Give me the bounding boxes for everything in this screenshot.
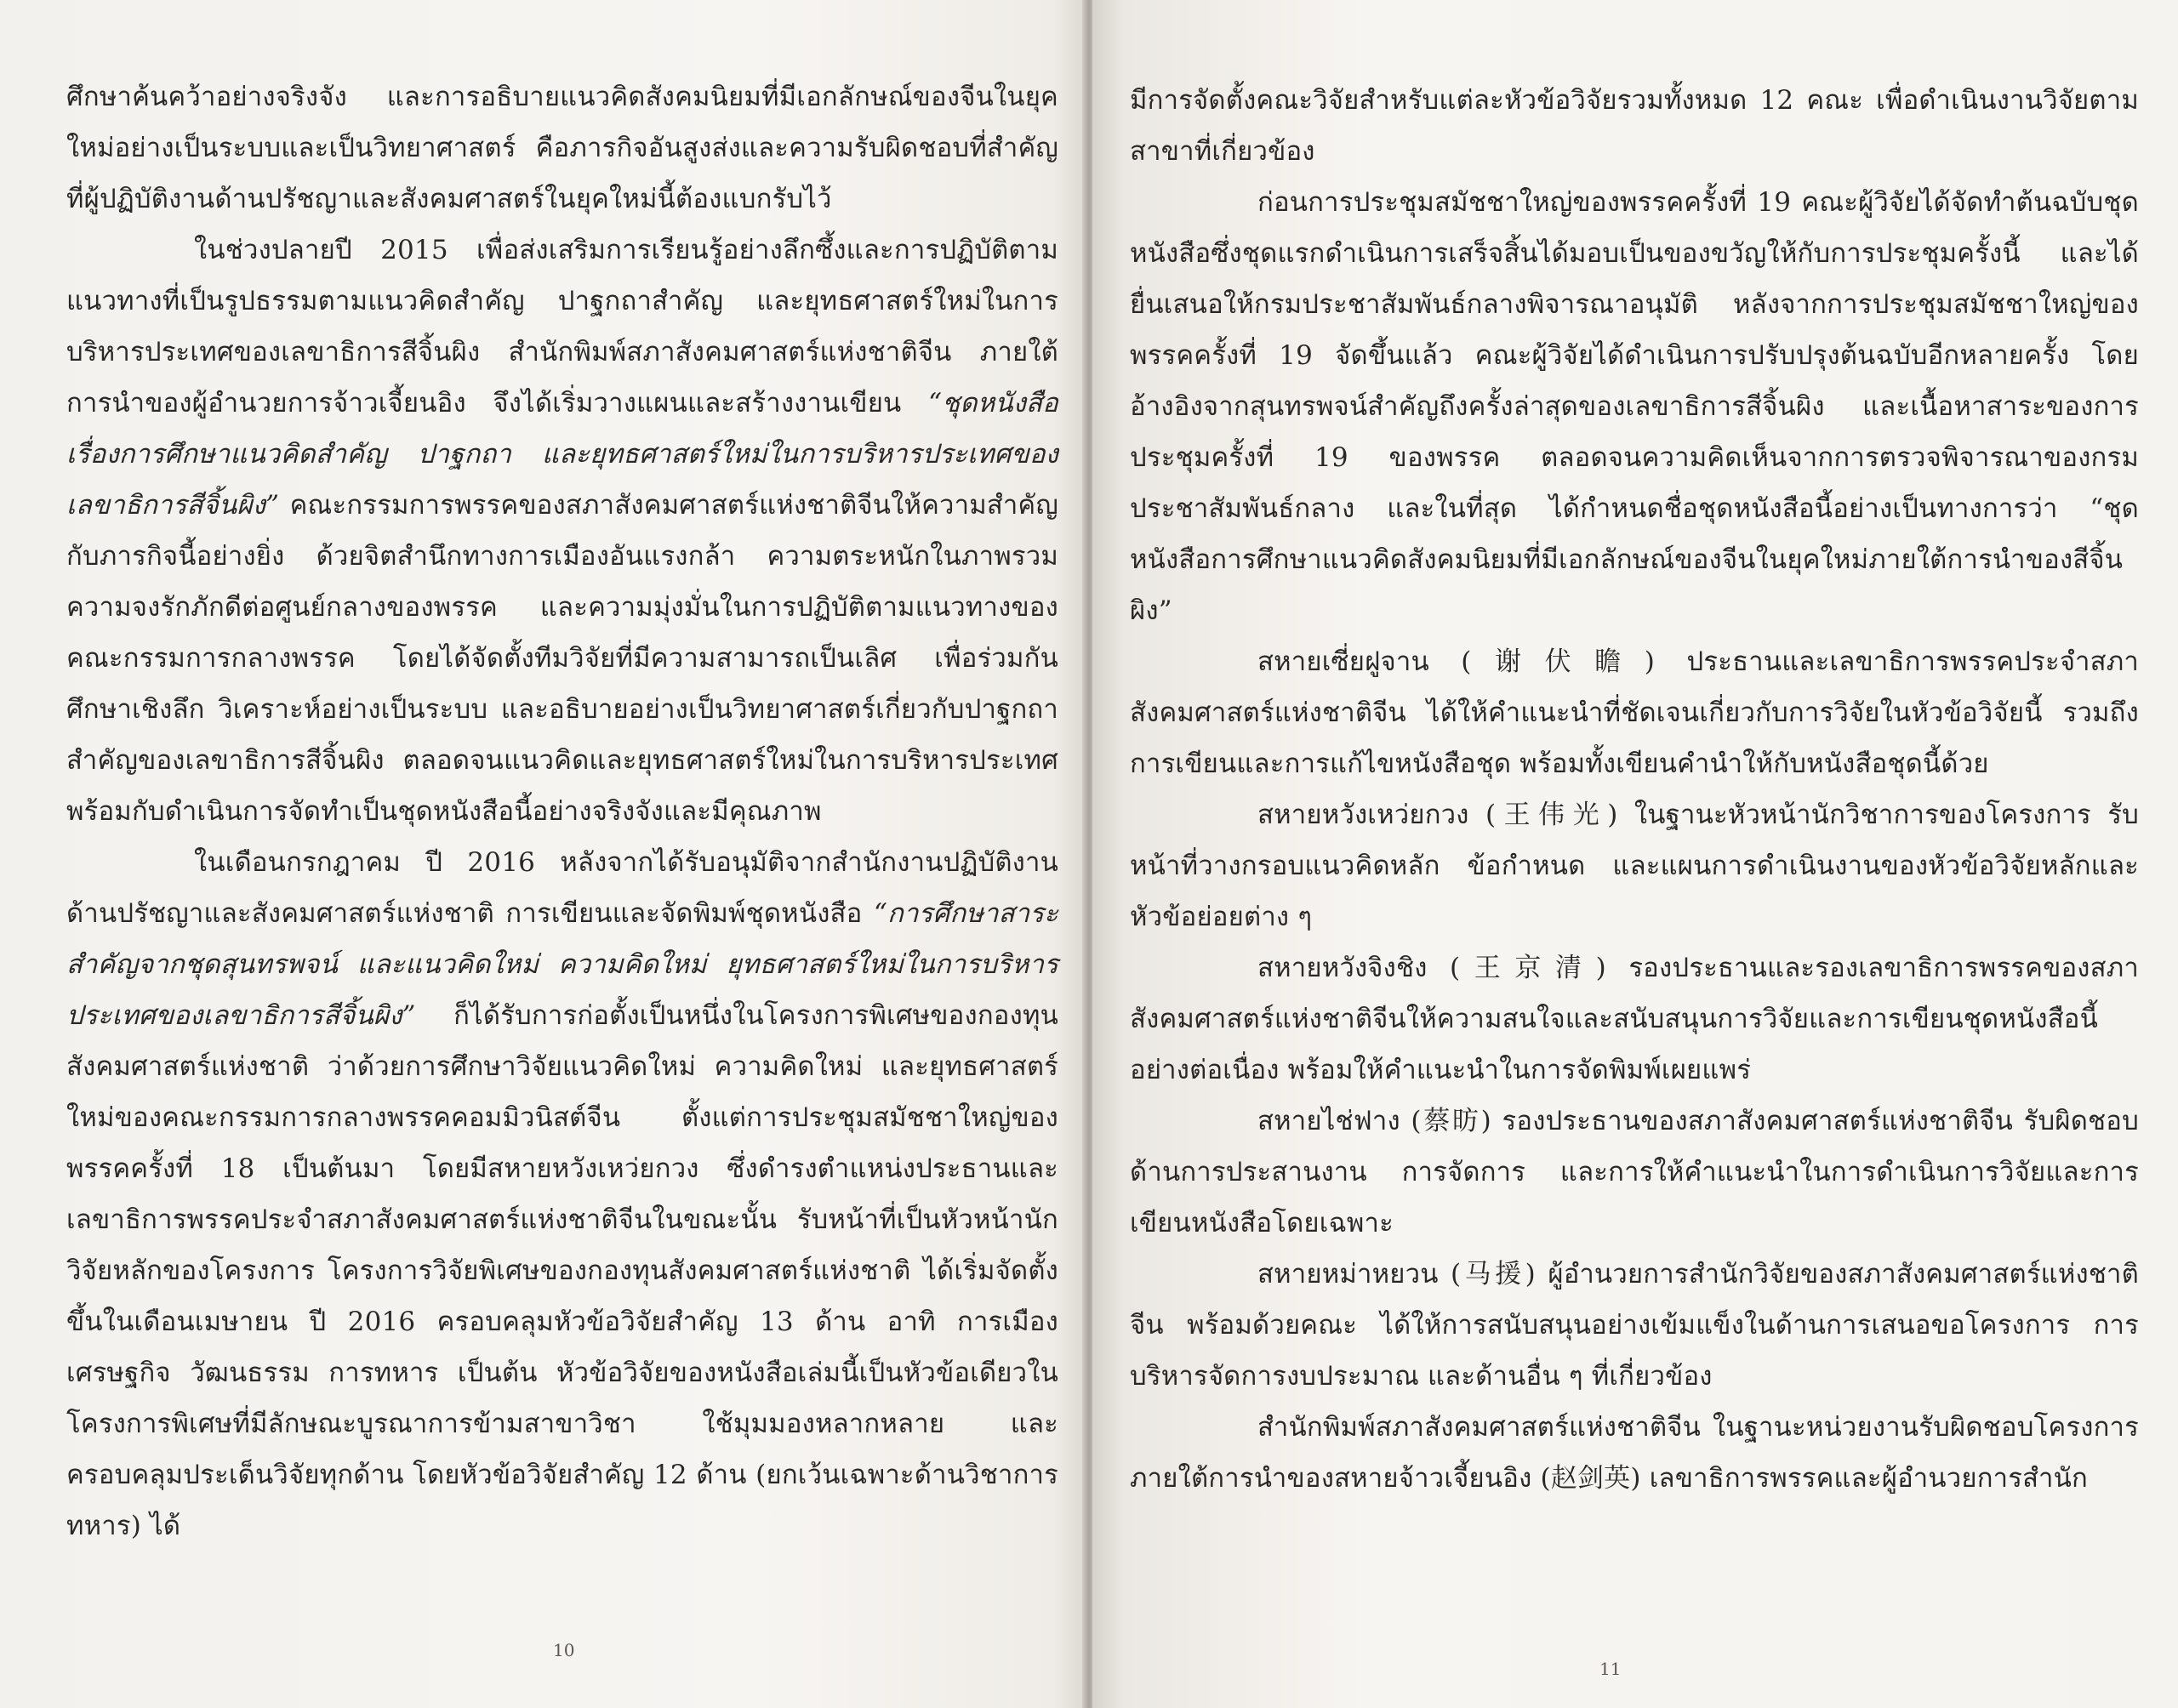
right-page <box>1092 0 2178 1708</box>
paragraph-text: ในเดือนกรกฎาคม ปี 2016 หลังจากได้รับอนุมัติจากสำนักงานปฏิบัติงานด้านปรัชญาและสังคมศาสตร์แห่งชาติ การเขียนและจัดพิมพ์ชุดหนังสือ <box>66 847 1058 929</box>
right-page-body <box>1130 75 2139 1504</box>
paragraph-text: ศึกษาค้นคว้าอย่างจริงจัง และการอธิบายแนวคิดสังคมนิยมที่มีเอกลักษณ์ของจีนในยุคใหม่อย่างเป็นระบบและเป็นวิทยาศาสตร์ คือภารกิจอันสูงส่งและความรับผิดชอบที่สำคัญที่ผู้ปฏิบัติงานด้านปรัชญาและสังคมศาสตร์ในยุคใหม่นี้ต้องแบกรับไว้ <box>66 82 1058 214</box>
left-page-number: 10 <box>553 1640 575 1660</box>
paragraph <box>66 71 1058 225</box>
paragraph-text: สหายเซี่ยฝูจาน (谢伏瞻) ประธานและเลขาธิการพรรคประจำสภาสังคมศาสตร์แห่งชาติจีน ได้ให้คำแนะนำที่ชัดเจนเกี่ยวกับการวิจัยในหัวข้อวิจัยนี้ รวมถึงการเขียนและการแก้ไขหนังสือชุด พร้อมทั้งเขียนคำนำให้กับหนังสือชุดนี้ด้วย <box>1130 646 2139 779</box>
left-page <box>0 0 1086 1708</box>
paragraph-text: สำนักพิมพ์สภาสังคมศาสตร์แห่งชาติจีน ในฐานะหน่วยงานรับผิดชอบโครงการภายใต้การนำของสหายจ้าวเจี้ยนอิง (赵剑英) เลขาธิการพรรคและผู้อำนวยการสำนัก <box>1130 1412 2139 1494</box>
italic-book-title: “ชุดหนังสือเรื่องการศึกษาแนวคิดสำคัญ ปาฐกถา และยุทธศาสตร์ใหม่ในการบริหารประเทศของเลขาธิการสีจิ้นผิง” <box>66 388 1058 521</box>
paragraph-text: มีการจัดตั้งคณะวิจัยสำหรับแต่ละหัวข้อวิจัยรวมทั้งหมด 12 คณะ เพื่อดำเนินงานวิจัยตามสาขาที่เกี่ยวข้อง <box>1130 85 2139 167</box>
paragraph-text: ก่อนการประชุมสมัชชาใหญ่ของพรรคครั้งที่ 19 คณะผู้วิจัยได้จัดทำต้นฉบับชุดหนังสือซึ่งชุดแรกดำเนินการเสร็จสิ้นได้มอบเป็นของขวัญให้กับการประชุมครั้งนี้ และได้ยื่นเสนอให้กรมประชาสัมพันธ์กลางพิจารณาอนุมัติ หลังจากการประชุมสมัชชาใหญ่ของพรรคครั้งที่ 19 จัดขึ้นแล้ว คณะผู้วิจัยได้ดำเนินการปรับปรุงต้นฉบับอีกหลายครั้ง โดยอ้างอิงจากสุนทรพจน์สำคัญถึงครั้งล่าสุดของเลขาธิการสีจิ้นผิง และเนื้อหาสาระของการประชุมครั้งที่ 19 ของพรรค ตลอดจนความคิดเห็นจากการตรวจพิจารณาของกรมประชาสัมพันธ์กลาง และในที่สุด ได้กำหนดชื่อชุดหนังสือนี้อย่างเป็นทางการว่า “ชุดหนังสือการศึกษาแนวคิดสังคมนิยมที่มีเอกลักษณ์ของจีนในยุคใหม่ภายใต้การนำของสีจิ้นผิง” <box>1130 187 2139 626</box>
paragraph <box>1130 636 2139 789</box>
paragraph-text: สหายหม่าหยวน (马援) ผู้อำนวยการสำนักวิจัยของสภาสังคมศาสตร์แห่งชาติจีน พร้อมด้วยคณะ ได้ให้การสนับสนุนอย่างเข้มแข็งในด้านการเสนอขอโครงการ การบริหารจัดการงบประมาณ และด้านอื่น ๆ ที่เกี่ยวข้อง <box>1130 1259 2139 1392</box>
paragraph <box>1130 942 2139 1096</box>
paragraph-text: คณะกรรมการพรรคของสภาสังคมศาสตร์แห่งชาติจีนให้ความสำคัญกับภารกิจนี้อย่างยิ่ง ด้วยจิตสำนึกทางการเมืองอันแรงกล้า ความตระหนักในภาพรวม ความจงรักภักดีต่อศูนย์กลางของพรรค และความมุ่งมั่นในการปฏิบัติตามแนวทางของคณะกรรมการกลางพรรค โดยได้จัดตั้งทีมวิจัยที่มีความสามารถเป็นเลิศ เพื่อร่วมกันศึกษาเชิงลึก วิเคราะห์อย่างเป็นระบบ และอธิบายอย่างเป็นวิทยาศาสตร์เกี่ยวกับปาฐกถาสำคัญของเลขาธิการสีจิ้นผิง ตลอดจนแนวคิดและยุทธศาสตร์ใหม่ในการบริหารประเทศ พร้อมกับดำเนินการจัดทำเป็นชุดหนังสือนี้อย่างจริงจังและมีคุณภาพ <box>66 490 1058 827</box>
paragraph <box>1130 1249 2139 1402</box>
paragraph <box>66 837 1058 1551</box>
paragraph <box>1130 1402 2139 1504</box>
right-page-number: 11 <box>1599 1659 1622 1679</box>
paragraph-text: ในช่วงปลายปี 2015 เพื่อส่งเสริมการเรียนรู้อย่างลึกซึ้งและการปฏิบัติตามแนวทางที่เป็นรูปธรรมตามแนวคิดสำคัญ ปาฐกถาสำคัญ และยุทธศาสตร์ใหม่ในการบริหารประเทศของเลขาธิการสีจิ้นผิง สำนักพิมพ์สภาสังคมศาสตร์แห่งชาติจีน ภายใต้การนำของผู้อำนวยการจ้าวเจี้ยนอิง จึงได้เริ่มวางแผนและสร้างงานเขียน <box>66 235 1058 418</box>
paragraph <box>1130 177 2139 636</box>
paragraph-text: สหายหวังเหว่ยกวง (王伟光) ในฐานะหัวหน้านักวิชาการของโครงการ รับหน้าที่วางกรอบแนวคิดหลัก ข้อกำหนด และแผนการดำเนินงานของหัวข้อวิจัยหลักและหัวข้อย่อยต่าง ๆ <box>1130 800 2139 932</box>
paragraph <box>1130 75 2139 177</box>
italic-book-title: “การศึกษาสาระสำคัญจากชุดสุนทรพจน์ และแนวคิดใหม่ ความคิดใหม่ ยุทธศาสตร์ใหม่ในการบริหารประเทศของเลขาธิการสีจิ้นผิง” <box>66 898 1058 1031</box>
left-page-body <box>66 71 1058 1551</box>
paragraph <box>1130 1096 2139 1249</box>
paragraph <box>66 225 1058 837</box>
paragraph-text: สหายไช่ฟาง (蔡昉) รองประธานของสภาสังคมศาสตร์แห่งชาติจีน รับผิดชอบด้านการประสานงาน การจัดการ และการให้คำแนะนำในการดำเนินการวิจัยและการเขียนหนังสือโดยเฉพาะ <box>1130 1106 2139 1238</box>
paragraph-text: ก็ได้รับการก่อตั้งเป็นหนึ่งในโครงการพิเศษของกองทุนสังคมศาสตร์แห่งชาติ ว่าด้วยการศึกษาวิจัยแนวคิดใหม่ ความคิดใหม่ และยุทธศาสตร์ใหม่ของคณะกรรมการกลางพรรคคอมมิวนิสต์จีน ตั้งแต่การประชุมสมัชชาใหญ่ของพรรคครั้งที่ 18 เป็นต้นมา โดยมีสหายหวังเหว่ยกวง ซึ่งดำรงตำแหน่งประธานและเลขาธิการพรรคประจำสภาสังคมศาสตร์แห่งชาติจีนในขณะนั้น รับหน้าที่เป็นหัวหน้านักวิจัยหลักของโครงการ โครงการวิจัยพิเศษของกองทุนสังคมศาสตร์แห่งชาติ ได้เริ่มจัดตั้งขึ้นในเดือนเมษายน ปี 2016 ครอบคลุมหัวข้อวิจัยสำคัญ 13 ด้าน อาทิ การเมือง เศรษฐกิจ วัฒนธรรม การทหาร เป็นต้น หัวข้อวิจัยของหนังสือเล่มนี้เป็นหัวข้อเดียวในโครงการพิเศษที่มีลักษณะบูรณาการข้ามสาขาวิชา ใช้มุมมองหลากหลาย และครอบคลุมประเด็นวิจัยทุกด้าน โดยหัวข้อวิจัยสำคัญ 12 ด้าน (ยกเว้นเฉพาะด้านวิชาการทหาร) ได้ <box>66 1000 1058 1541</box>
paragraph-text: สหายหวังจิงชิง (王京清) รองประธานและรองเลขาธิการพรรคของสภาสังคมศาสตร์แห่งชาติจีนให้ความสนใจและสนับสนุนการวิจัยและการเขียนชุดหนังสือนี้อย่างต่อเนื่อง พร้อมให้คำแนะนำในการจัดพิมพ์เผยแพร่ <box>1130 953 2139 1085</box>
paragraph <box>1130 789 2139 942</box>
